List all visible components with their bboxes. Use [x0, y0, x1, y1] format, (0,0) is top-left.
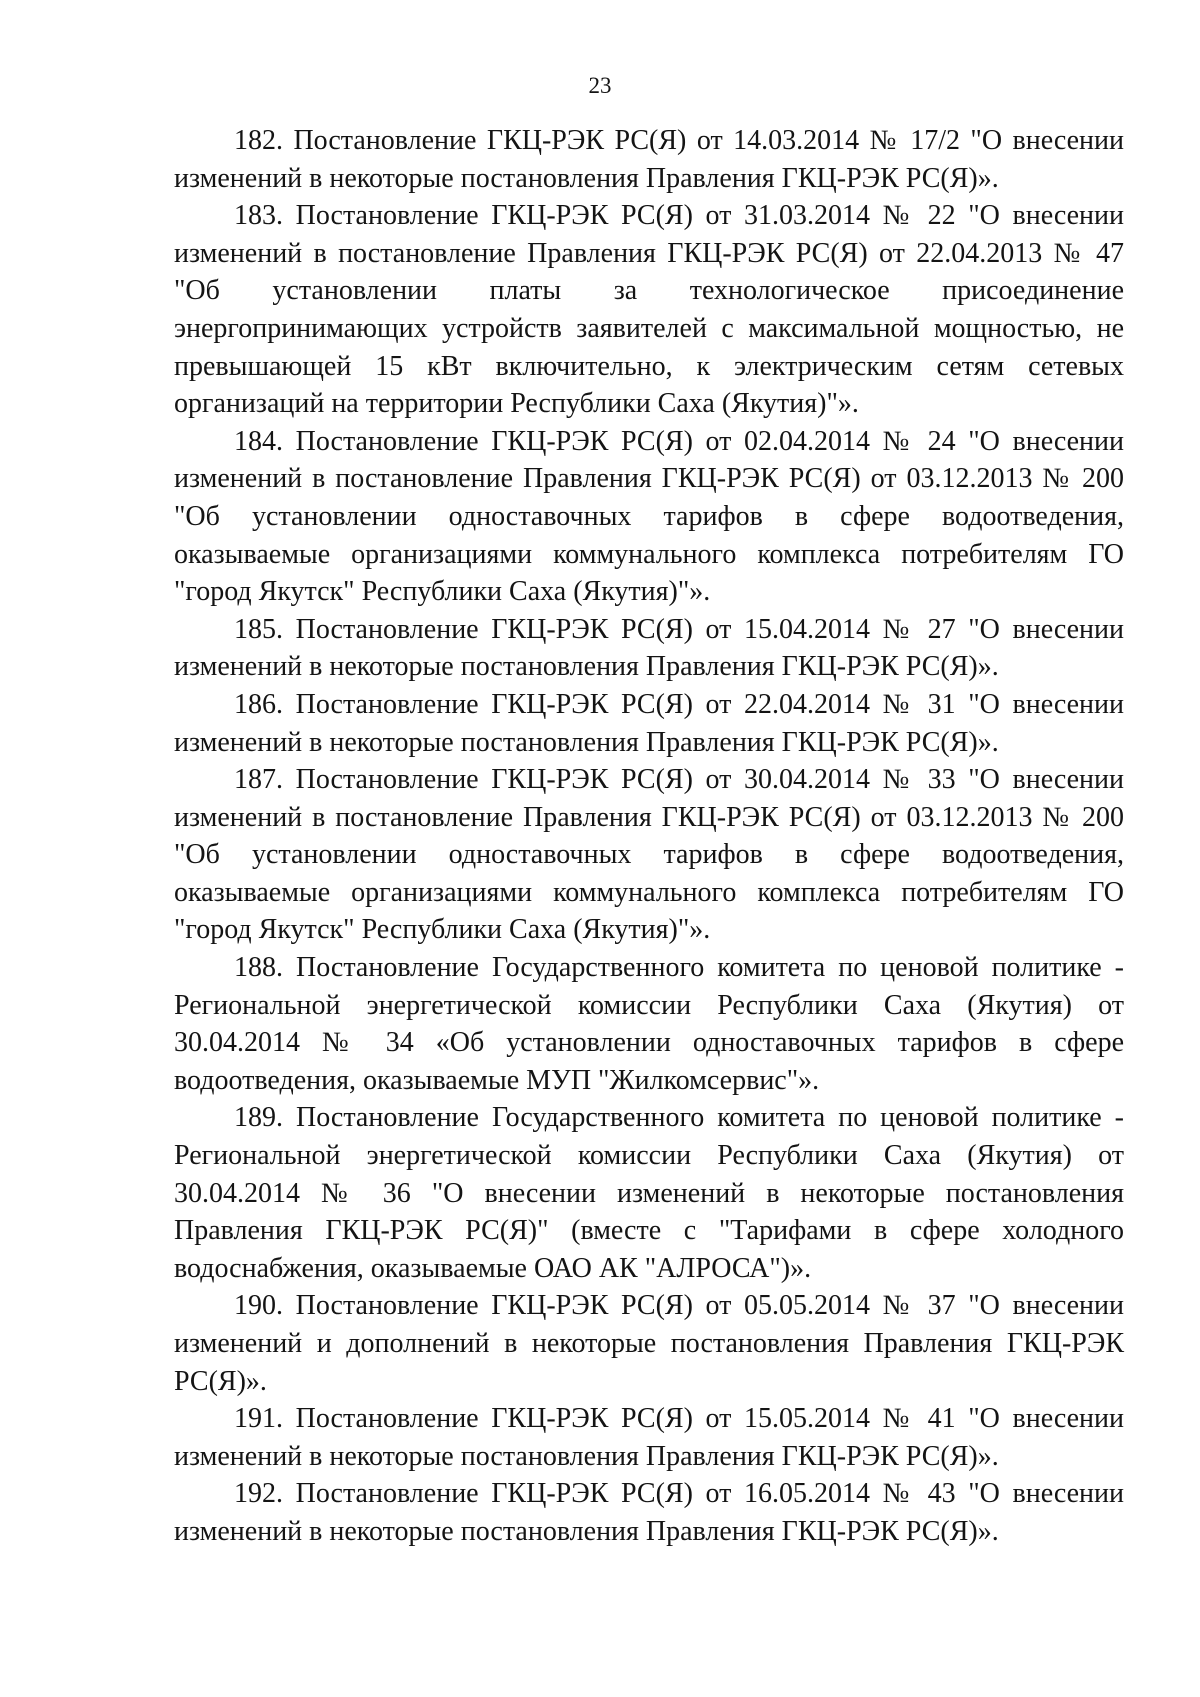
list-item-188: 188. Постановление Государственного комитета по ценовой политике - Региональной энергетической комиссии Республики Саха (Якутия) от 30.04.2014 № 34 «Об установлении одноставочных тарифов в сфере водоотведения, оказываемые МУП "Жилкомсервис"».: [174, 952, 1124, 1096]
list-item-185: 185. Постановление ГКЦ-РЭК РС(Я) от 15.04.2014 № 27 "О внесении изменений в некоторые постановления Правления ГКЦ-РЭК РС(Я)».: [174, 613, 1124, 683]
list-item-182: 182. Постановление ГКЦ-РЭК РС(Я) от 14.03.2014 № 17/2 "О внесении изменений в некоторые постановления Правления ГКЦ-РЭК РС(Я)».: [174, 125, 1124, 194]
list-item-190: 190. Постановление ГКЦ-РЭК РС(Я) от 05.05.2014 № 37 "О внесении изменений и дополнений в некоторые постановления Правления ГКЦ-РЭК РС(Я)».: [174, 1290, 1124, 1397]
list-item-186: 186. Постановление ГКЦ-РЭК РС(Я) от 22.04.2014 № 31 "О внесении изменений в некоторые постановления Правления ГКЦ-РЭК РС(Я)».: [174, 688, 1124, 758]
list-item-183: 183. Постановление ГКЦ-РЭК РС(Я) от 31.03.2014 № 22 "О внесении изменений в постановление Правления ГКЦ-РЭК РС(Я) от 22.04.2013 № 47 "Об установлении платы за технологическое присоединение энергопринимающих устройств заявителей с максимальной мощностью, не превышающей 15 кВт включительно, к электрическим сетям сетевых организаций на территории Республики Саха (Якутия)"».: [174, 200, 1124, 420]
list-item-184: 184. Постановление ГКЦ-РЭК РС(Я) от 02.04.2014 № 24 "О внесении изменений в постановление Правления ГКЦ-РЭК РС(Я) от 03.12.2013 № 200 "Об установлении одноставочных тарифов в сфере водоотведения, оказываемые организациями коммунального комплекса потребителям ГО "город Якутск" Республики Саха (Якутия)"».: [174, 425, 1124, 608]
list-item-192: 192. Постановление ГКЦ-РЭК РС(Я) от 16.05.2014 № 43 "О внесении изменений в некоторые постановления Правления ГКЦ-РЭК РС(Я)».: [174, 1478, 1124, 1547]
list-item-191: 191. Постановление ГКЦ-РЭК РС(Я) от 15.05.2014 № 41 "О внесении изменений в некоторые постановления Правления ГКЦ-РЭК РС(Я)».: [174, 1403, 1124, 1472]
list-item-187: 187. Постановление ГКЦ-РЭК РС(Я) от 30.04.2014 № 33 "О внесении изменений в постановление Правления ГКЦ-РЭК РС(Я) от 03.12.2013 № 200 "Об установлении одноставочных тарифов в сфере водоотведения, оказываемые организациями коммунального комплекса потребителям ГО "город Якутск" Республики Саха (Якутия)"».: [174, 764, 1124, 946]
list-item-189: 189. Постановление Государственного комитета по ценовой политике - Региональной энергетической комиссии Республики Саха (Якутия) от 30.04.2014 № 36 "О внесении изменений в некоторые постановления Правления ГКЦ-РЭК РС(Я)" (вместе с "Тарифами в сфере холодного водоснабжения, оказываемые ОАО АК "АЛРОСА")».: [174, 1102, 1124, 1284]
page-number: 23: [588, 73, 612, 98]
document-body: [174, 122, 1124, 1551]
